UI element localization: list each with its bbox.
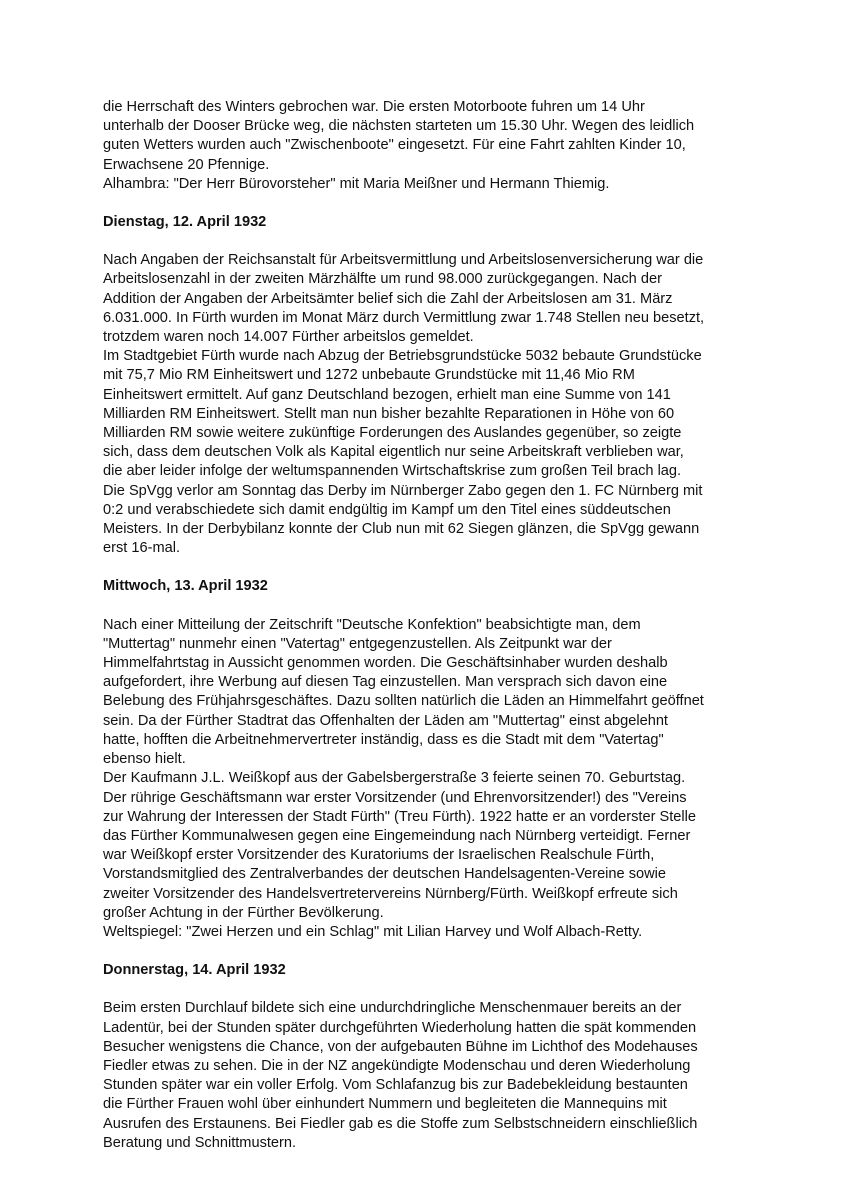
text-line: großer Achtung in der Fürther Bevölkerung. xyxy=(103,904,384,921)
text-line: Beim ersten Durchlauf bildete sich eine undurchdringliche Menschenmauer bereits an der xyxy=(103,1000,682,1017)
text-line: die aber leider infolge der weltumspannenden Wirtschaftskrise zum großen Teil brach lag. xyxy=(103,463,682,480)
text-line: Milliarden RM sowie weitere zukünftige Forderungen des Auslandes gegenüber, so zeigte xyxy=(103,425,682,442)
date-heading: Mittwoch, 13. April 1932 xyxy=(103,578,268,595)
text-line: Der rührige Geschäftsmann war erster Vorsitzender (und Ehrenvorsitzender!) des "Vereins xyxy=(103,789,687,806)
text-line: Ladentür, bei der Stunden später durchgeführten Wiederholung hatten die spät kommenden xyxy=(103,1019,697,1036)
text-line: Nach einer Mitteilung der Zeitschrift "Deutsche Konfektion" beabsichtigte man, dem xyxy=(103,616,641,633)
text-line: Milliarden RM Einheitswert. Stellt man nun bisher bezahlte Reparationen in Höhe von 60 xyxy=(103,405,675,422)
text-line: Die SpVgg verlor am Sonntag das Derby im Nürnberger Zabo gegen den 1. FC Nürnberg mit xyxy=(103,482,703,499)
date-heading: Dienstag, 12. April 1932 xyxy=(103,214,267,231)
text-line: sein. Da der Fürther Stadtrat das Offenhalten der Läden am "Muttertag" einst abgelehnt xyxy=(103,712,668,729)
text-line: 6.031.000. In Fürth wurden im Monat März durch Vermittlung zwar 1.748 Stellen neu besetzt, xyxy=(103,309,705,326)
text-line: Nach Angaben der Reichsanstalt für Arbeitsvermittlung und Arbeitslosenversicherung war die xyxy=(103,252,704,269)
paragraph xyxy=(103,999,753,1153)
paragraph xyxy=(103,616,753,942)
text-line: unterhalb der Dooser Brücke weg, die nächsten starteten um 15.30 Uhr. Wegen des leidlich xyxy=(103,118,695,135)
text-line: Addition der Angaben der Arbeitsämter belief sich die Zahl der Arbeitslosen am 31. März xyxy=(103,290,673,307)
text-line: ebenso hielt. xyxy=(103,751,186,768)
text-line: Der Kaufmann J.L. Weißkopf aus der Gabelsbergerstraße 3 feierte seinen 70. Geburtstag. xyxy=(103,770,686,787)
text-line: sich, dass dem deutschen Volk als Kapital eigentlich nur seine Arbeitskraft verblieben war, xyxy=(103,444,684,461)
paragraph xyxy=(103,98,753,194)
text-line: Fiedler etwas zu sehen. Die in der NZ angekündigte Modenschau und deren Wiederholung xyxy=(103,1057,691,1074)
paragraph xyxy=(103,251,753,558)
text-line: die Herrschaft des Winters gebrochen war. Die ersten Motorboote fuhren um 14 Uhr xyxy=(103,99,645,115)
text-line: Stunden später war ein voller Erfolg. Vom Schlafanzug bis zur Badebekleidung bestaunten xyxy=(103,1077,688,1094)
text-line: trotzdem waren noch 14.007 Fürther arbeitslos gemeldet. xyxy=(103,329,474,346)
text-line: Erwachsene 20 Pfennige. xyxy=(103,156,270,173)
text-line: das Fürther Kommunalwesen gegen eine Eingemeindung nach Nürnberg verteidigt. Ferner xyxy=(103,827,691,844)
text-line: zur Wahrung der Interessen der Stadt Fürth" (Treu Fürth). 1922 hatte er an vorderster Stelle xyxy=(103,808,696,825)
text-line: war Weißkopf erster Vorsitzender des Kuratoriums der Israelischen Realschule Fürth, xyxy=(103,847,655,864)
text-line: mit 75,7 Mio RM Einheitswert und 1272 unbebaute Grundstücke mit 11,46 Mio RM xyxy=(103,367,635,384)
text-line: guten Wetters wurden auch "Zwischenboote" eingesetzt. Für eine Fahrt zahlten Kinder 10, xyxy=(103,137,686,154)
text-line: Meisters. In der Derbybilanz konnte der Club nun mit 62 Siegen glänzen, die SpVgg gewann xyxy=(103,521,700,538)
text-line: 0:2 und verabschiedete sich damit endgültig im Kampf um den Titel eines süddeutschen xyxy=(103,501,671,518)
text-line: aufgefordert, ihre Werbung auf diesen Tag einzustellen. Man versprach sich davon eine xyxy=(103,674,668,691)
text-line: Vorstandsmitglied des Zentralverbandes der deutschen Handelsagenten-Vereine sowie xyxy=(103,866,667,883)
text-line: hatte, hofften die Arbeitnehmervertreter inständig, dass es die Stadt mit dem "Vatertag" xyxy=(103,731,664,748)
text-line: Himmelfahrtstag in Aussicht genommen worden. Die Geschäftsinhaber wurden deshalb xyxy=(103,655,668,672)
text-line: Einheitswert ermittelt. Auf ganz Deutschland bezogen, erhielt man eine Summe von 141 xyxy=(103,386,671,403)
text-line: Arbeitslosenzahl in der zweiten Märzhälfte um rund 98.000 zurückgegangen. Nach der xyxy=(103,271,662,288)
text-line: Beratung und Schnittmustern. xyxy=(103,1134,297,1151)
text-line: die Fürther Frauen wohl über einhundert Nummern und begleiteten die Mannequins mit xyxy=(103,1096,667,1113)
text-line: Belebung des Frühjahrsgeschäftes. Dazu sollten natürlich die Läden an Himmelfahrt geöffnet xyxy=(103,693,704,710)
document-page xyxy=(103,98,753,1153)
text-line: Ausrufen des Erstaunens. Bei Fiedler gab es die Stoffe zum Selbstschneidern einschließlich xyxy=(103,1115,698,1132)
text-line: erst 16-mal. xyxy=(103,540,181,557)
text-line: Weltspiegel: "Zwei Herzen und ein Schlag" mit Lilian Harvey und Wolf Albach-Retty. xyxy=(103,923,643,940)
text-line: Besucher wenigstens die Chance, von der aufgebauten Bühne im Lichthof des Modehauses xyxy=(103,1038,698,1055)
text-line: Alhambra: "Der Herr Bürovorsteher" mit Maria Meißner und Hermann Thiemig. xyxy=(103,175,610,192)
date-heading: Donnerstag, 14. April 1932 xyxy=(103,962,286,979)
text-line: Im Stadtgebiet Fürth wurde nach Abzug der Betriebsgrundstücke 5032 bebaute Grundstücke xyxy=(103,348,702,365)
text-line: zweiter Vorsitzender des Handelsvertretervereins Nürnberg/Fürth. Weißkopf erfreute sich xyxy=(103,885,678,902)
text-line: "Muttertag" nunmehr einen "Vatertag" entgegenzustellen. Als Zeitpunkt war der xyxy=(103,635,612,652)
